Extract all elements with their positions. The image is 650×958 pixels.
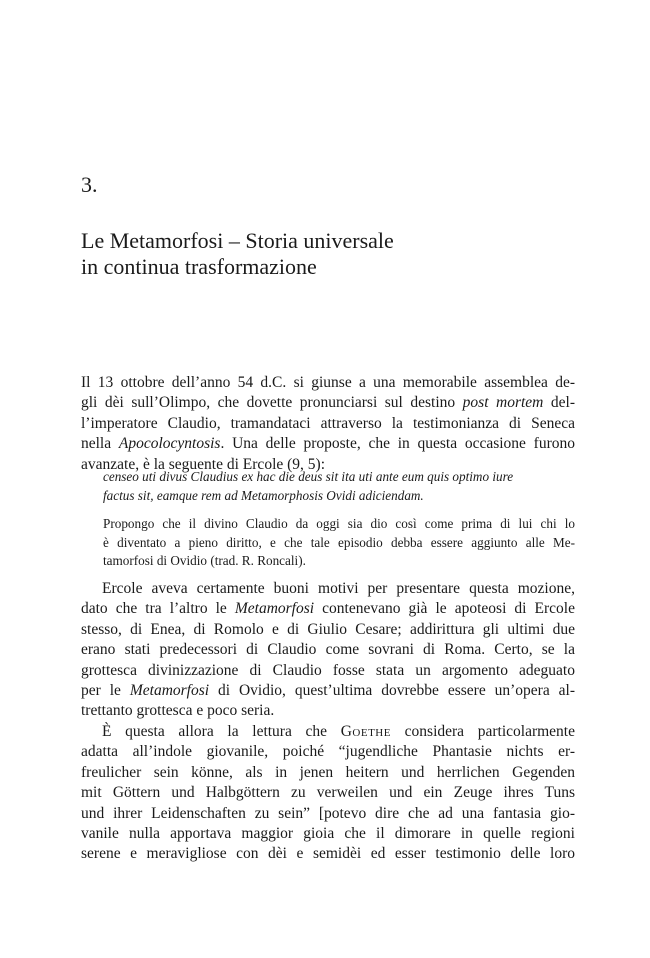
text-line: nella Apocolocyntosis. Una delle proposte, che in questa occasione furono xyxy=(81,435,575,453)
chapter-title xyxy=(81,228,561,280)
text-line: censeo uti divus Claudius ex hac die deus sit ita uti ante eum quis optimo iure xyxy=(103,469,514,484)
text-line: trettanto grottesca e poco seria. xyxy=(81,702,275,720)
paragraph-ercole xyxy=(81,579,575,722)
text-line: gli dèi sull’Olimpo, che dovette pronunciarsi sul destino post mortem del- xyxy=(81,394,575,412)
text-line: factus sit, eamque rem ad Metamorphosis Ovidi adiciendam. xyxy=(103,487,424,503)
text-line: è diventato a pieno diritto, e che tale episodio debba essere aggiunto alle Me- xyxy=(103,534,575,550)
text-line: Ercole aveva certamente buoni motivi per presentare questa mozione, xyxy=(102,580,575,597)
latin-quotation xyxy=(103,468,575,505)
chapter-title-line-1: Le Metamorfosi – Storia universale xyxy=(81,228,394,253)
text-line: avanzate, è la seguente di Ercole (9, 5): xyxy=(81,455,326,473)
text-line: erano stati predecessori di Claudio come sovrani di Roma. Certo, se la xyxy=(81,641,575,659)
paragraph-intro xyxy=(81,373,575,475)
text-line: freulicher sein könne, als in jenen heitern und herrlichen Gegenden xyxy=(81,763,575,781)
text-line: mit Göttern und Halbgöttern zu verweilen und ein Zeuge ihres Tuns xyxy=(81,784,575,802)
chapter-number: 3. xyxy=(81,172,98,197)
text-line: per le Metamorfosi di Ovidio, quest’ultima dovrebbe essere un’opera al- xyxy=(81,682,575,700)
chapter-title-line-2: in continua trasformazione xyxy=(81,254,317,279)
text-line: vanile nulla apportava maggior gioia che il dimorare in quelle regioni xyxy=(81,825,575,843)
text-line: serene e meravigliose con dèi e semidèi ed esser testimonio delle loro xyxy=(81,845,575,863)
text-line: Propongo che il divino Claudio da oggi sia dio così come prima di lui chi lo xyxy=(103,516,575,531)
text-line: stesso, di Enea, di Romolo e di Giulio Cesare; addirittura gli ultimi due xyxy=(81,620,575,638)
text-line: tamorfosi di Ovidio (trad. R. Roncali). xyxy=(103,553,306,569)
text-line: Il 13 ottobre dell’anno 54 d.C. si giunse a una memorabile assemblea de- xyxy=(81,374,575,391)
text-line: adatta all’indole giovanile, poiché “jugendliche Phantasie nichts er- xyxy=(81,743,575,761)
text-line: grottesca divinizzazione di Claudio fosse stata un argomento adeguato xyxy=(81,661,575,679)
text-line: und ihrer Leidenschaften zu sein” [potevo dire che ad una fantasia gio- xyxy=(81,804,575,822)
quotation-translation xyxy=(103,515,575,571)
text-line: l’imperatore Claudio, tramandataci attraverso la testimonianza di Seneca xyxy=(81,414,575,432)
paragraph-goethe xyxy=(81,722,575,865)
text-line: dato che tra l’altro le Metamorfosi contenevano già le apoteosi di Ercole xyxy=(81,600,575,618)
text-line: È questa allora la lettura che Goethe considera particolarmente xyxy=(102,723,575,740)
